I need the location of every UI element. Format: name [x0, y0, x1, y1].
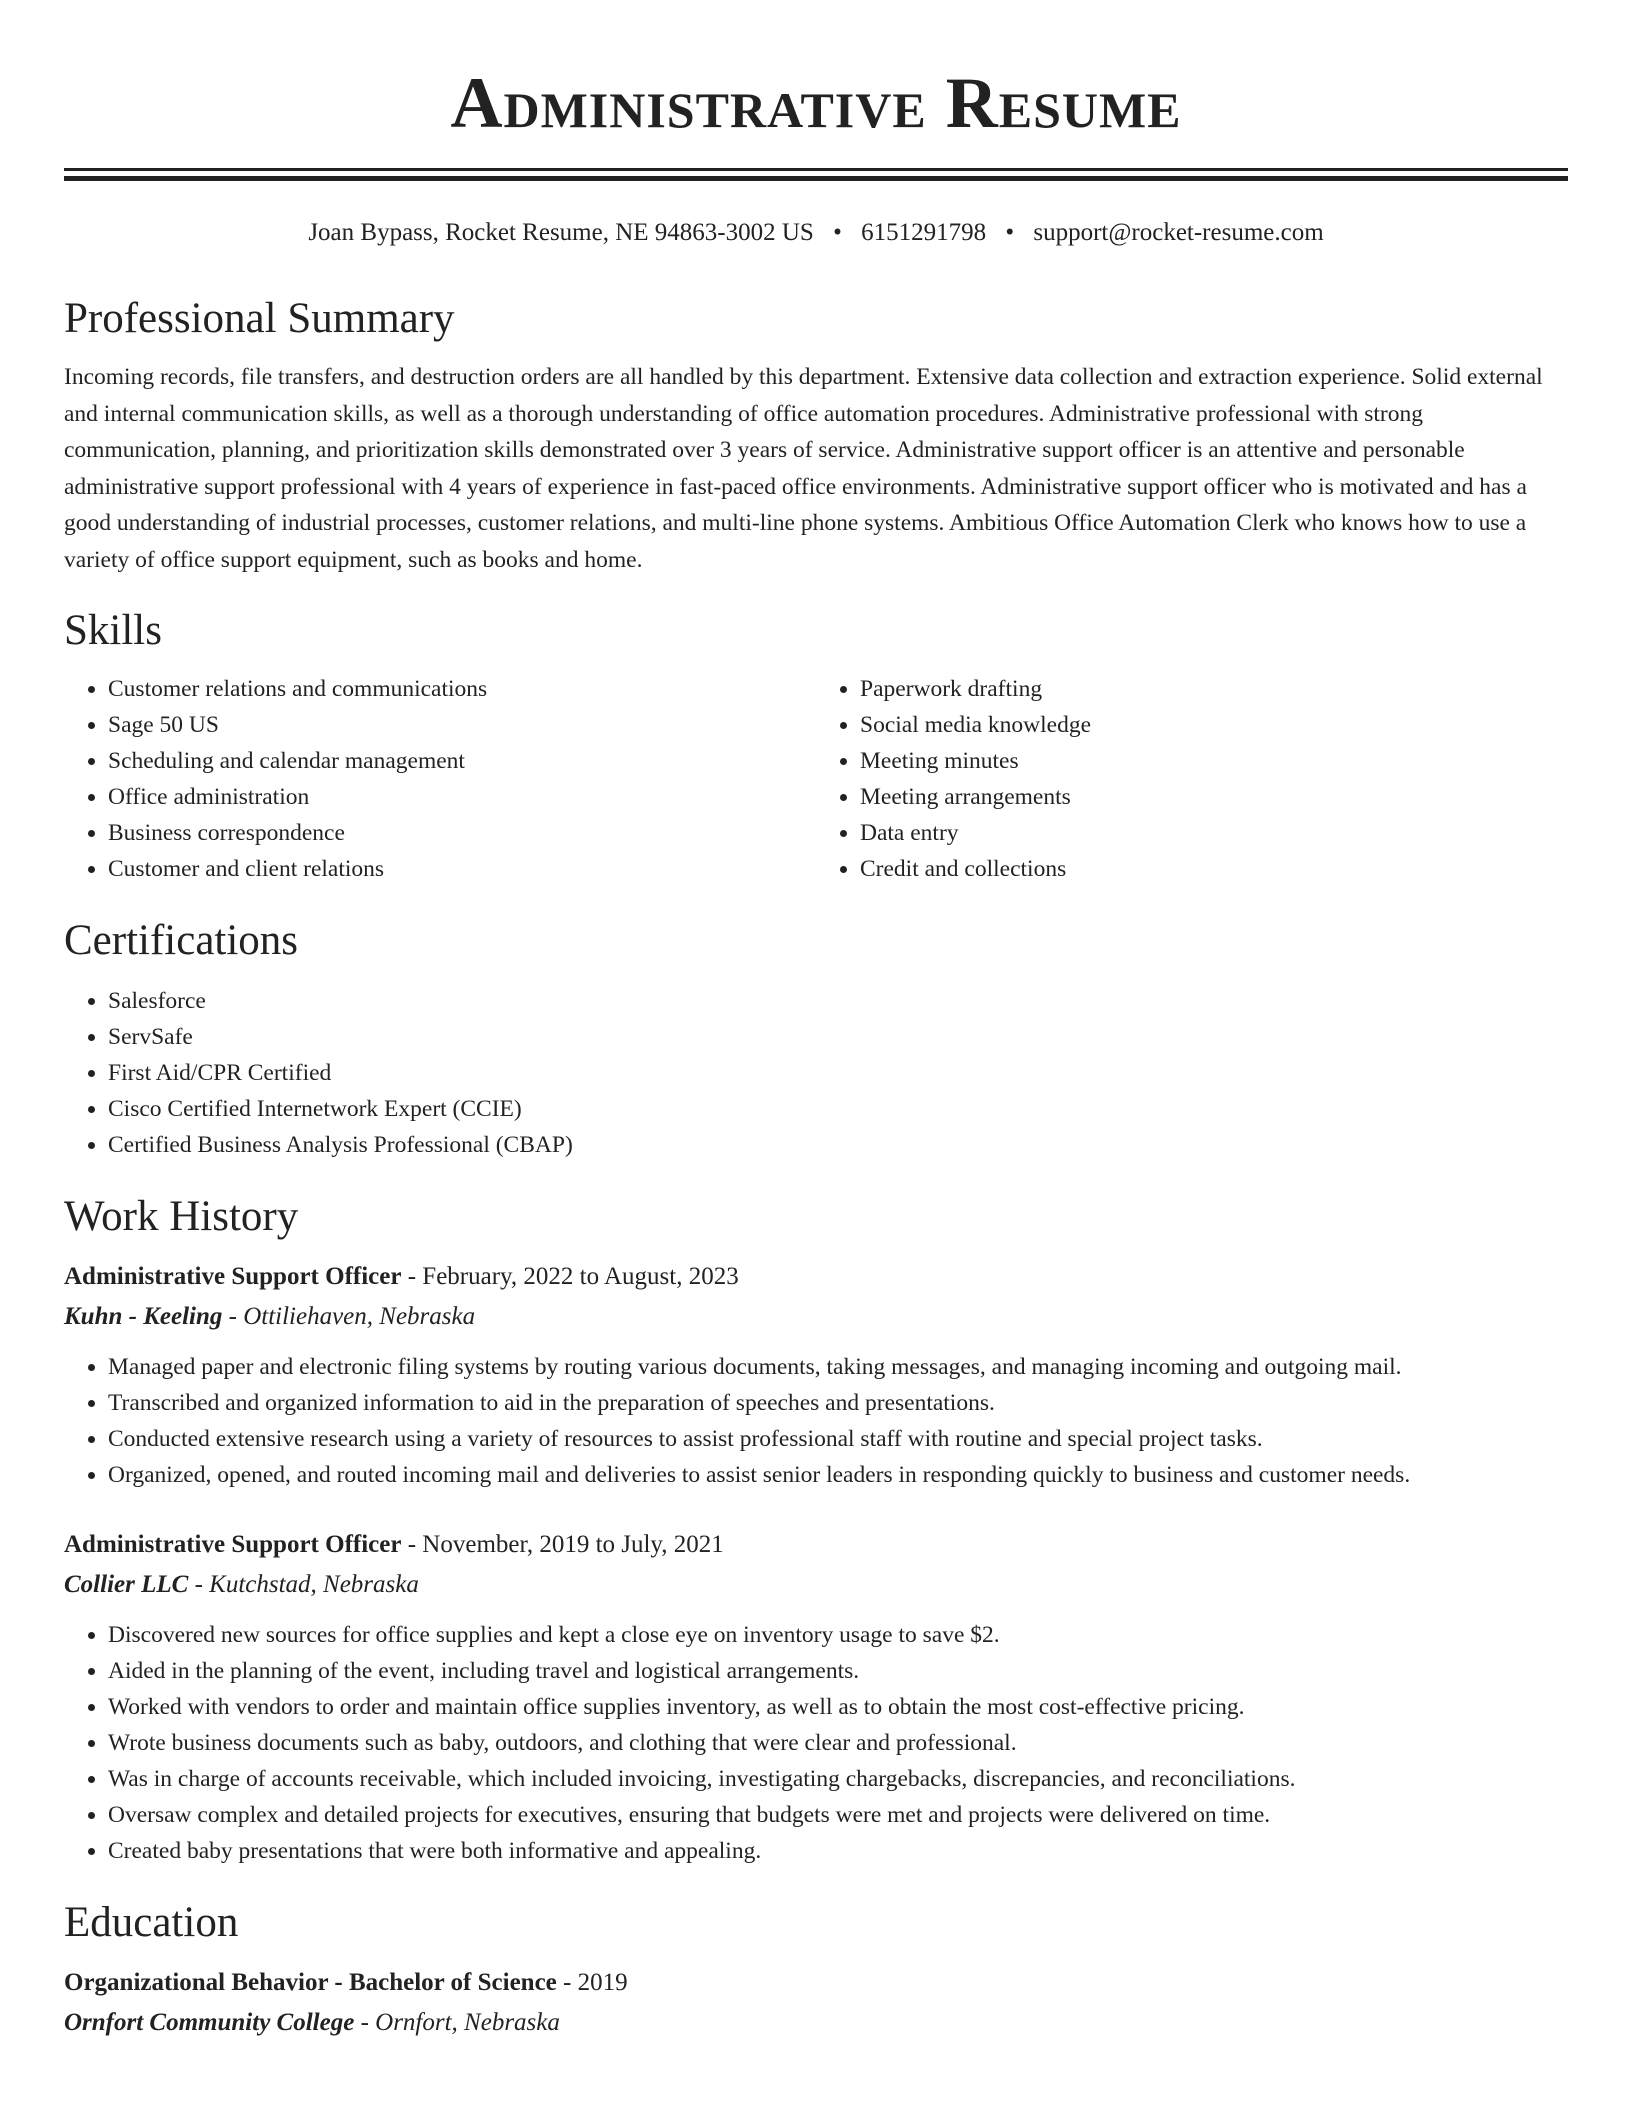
education-degree-line: Organizational Behavior - Bachelor of Science - 2019 — [64, 1968, 628, 1996]
job-bullet: • Worked with vendors to order and maintain office supplies inventory, as well as to obtain the most cost-effective pricing. — [108, 1689, 1568, 1725]
education-degree: Organizational Behavior - Bachelor of Science — [64, 1968, 557, 1996]
education-year: 2019 — [577, 1968, 628, 1996]
job-company-line: Kuhn - Keeling - Ottiliehaven, Nebraska — [64, 1302, 476, 1330]
skill-item: • Business correspondence — [108, 815, 816, 851]
certification-item: • Certified Business Analysis Professional (CBAP) — [108, 1127, 1568, 1163]
certification-item: • Cisco Certified Internetwork Expert (CCIE) — [108, 1091, 1568, 1127]
job-company-line: Collier LLC - Kutchstad, Nebraska — [64, 1570, 419, 1598]
job-bullet: • Oversaw complex and detailed projects for executives, ensuring that budgets were met and projects were delivered on time. — [108, 1797, 1568, 1833]
contact-line — [64, 215, 1568, 251]
job-bullet: • Conducted extensive research using a variety of resources to assist professional staff with routine and special project tasks. — [108, 1421, 1568, 1457]
job-bullet: • Discovered new sources for office supplies and kept a close eye on inventory usage to save $2. — [108, 1617, 1568, 1653]
skill-item: • Data entry — [860, 815, 1568, 851]
skill-item: • Meeting arrangements — [860, 779, 1568, 815]
skill-item: • Customer and client relations — [108, 851, 816, 887]
contact-address: Joan Bypass, Rocket Resume, NE 94863-3002 US — [308, 219, 814, 246]
job-bullet: • Organized, opened, and routed incoming mail and deliveries to assist senior leaders in responding quickly to business and customer needs. — [108, 1457, 1568, 1493]
education-school-line: Ornfort Community College - Ornfort, Nebraska — [64, 2008, 560, 2036]
job-bullet: • Wrote business documents such as baby, outdoors, and clothing that were clear and professional. — [108, 1725, 1568, 1761]
skills-list-right — [816, 671, 1568, 887]
job-title: Administrative Support Officer — [64, 1530, 402, 1558]
title-divider-thin — [64, 168, 1568, 171]
skill-item: • Office administration — [108, 779, 816, 815]
skill-item: • Sage 50 US — [108, 707, 816, 743]
title-divider-thick — [64, 176, 1568, 181]
summary-text: Incoming records, file transfers, and destruction orders are all handled by this department. Extensive data collection and extraction experience. Solid external and internal communication skills, as well as a thorough understanding of office automation procedures. Administrative professional with strong communication, planning, and prioritization skills demonstrated over 3 years of service. Administrative support officer is an attentive and personable administrative support professional with 4 years of experience in fast-paced office environments. Administrative support officer who is motivated and has a good understanding of industrial processes, customer relations, and multi-line phone systems. Ambitious Office Automation Clerk who knows how to use a variety of office support equipment, such as books and home. — [64, 364, 1543, 573]
job-bullet: • Created baby presentations that were both informative and appealing. — [108, 1833, 1568, 1869]
education-location: Ornfort, Nebraska — [375, 2008, 560, 2036]
job-dates: November, 2019 to July, 2021 — [422, 1530, 724, 1558]
skill-item: • Meeting minutes — [860, 743, 1568, 779]
job-bullet: • Aided in the planning of the event, including travel and logistical arrangements. — [108, 1653, 1568, 1689]
job-bullets — [64, 1617, 1568, 1869]
job-location: Kutchstad, Nebraska — [209, 1570, 419, 1598]
job-dates: February, 2022 to August, 2023 — [422, 1262, 739, 1290]
job-bullet: • Transcribed and organized information to aid in the preparation of speeches and presentations. — [108, 1385, 1568, 1421]
job-company: Collier LLC — [64, 1570, 189, 1598]
job-title-line: Administrative Support Officer - February, 2022 to August, 2023 — [64, 1262, 739, 1290]
job-title: Administrative Support Officer — [64, 1262, 402, 1290]
contact-separator: • — [1005, 219, 1015, 246]
job-entry — [64, 1525, 1568, 1869]
job-title-line: Administrative Support Officer - November, 2019 to July, 2021 — [64, 1530, 724, 1558]
contact-phone: 6151291798 — [861, 219, 987, 246]
job-location: Ottiliehaven, Nebraska — [243, 1302, 476, 1330]
job-entry — [64, 1257, 1568, 1493]
skills-list-left — [64, 671, 816, 887]
certification-item: • Salesforce — [108, 983, 1568, 1019]
certification-item: • ServSafe — [108, 1019, 1568, 1055]
job-bullet: • Managed paper and electronic filing systems by routing various documents, taking messages, and managing incoming and outgoing mail. — [108, 1349, 1568, 1385]
certifications-list — [64, 983, 1568, 1163]
resume-title: Administrative Resume — [450, 63, 1182, 143]
skill-item: • Paperwork drafting — [860, 671, 1568, 707]
skills-heading: Skills — [64, 606, 162, 654]
certifications-heading: Certifications — [64, 916, 299, 964]
certification-item: • First Aid/CPR Certified — [108, 1055, 1568, 1091]
education-school: Ornfort Community College — [64, 2008, 355, 2036]
education-heading: Education — [64, 1898, 239, 1946]
summary-heading: Professional Summary — [64, 295, 455, 342]
skill-item: • Scheduling and calendar management — [108, 743, 816, 779]
skill-item: • Customer relations and communications — [108, 671, 816, 707]
job-bullets — [64, 1349, 1568, 1493]
job-company: Kuhn - Keeling — [64, 1302, 223, 1330]
job-bullet: • Was in charge of accounts receivable, which included invoicing, investigating chargebacks, discrepancies, and reconciliations. — [108, 1761, 1568, 1797]
skills-columns — [64, 671, 1568, 887]
skill-item: • Credit and collections — [860, 851, 1568, 887]
contact-email: support@rocket-resume.com — [1033, 219, 1324, 246]
skill-item: • Social media knowledge — [860, 707, 1568, 743]
contact-separator: • — [833, 219, 842, 246]
work-history-heading: Work History — [64, 1192, 299, 1240]
